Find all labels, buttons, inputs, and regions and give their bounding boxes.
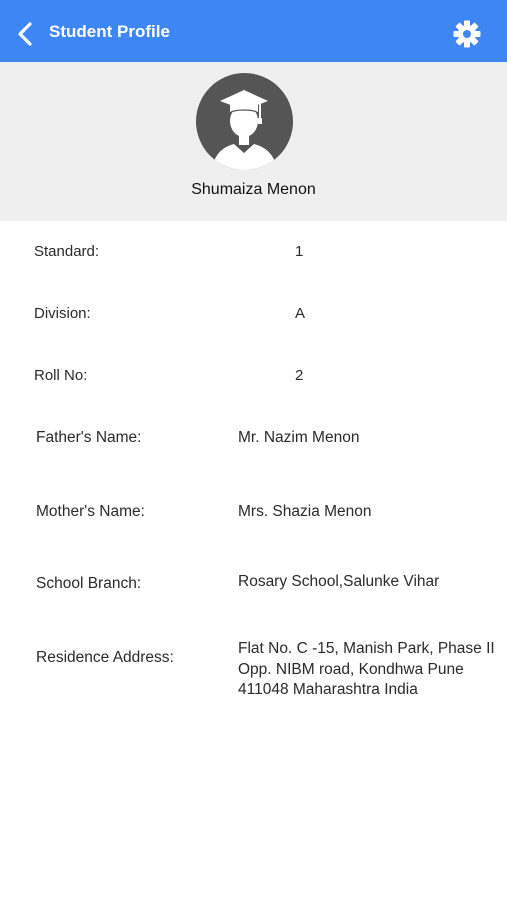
- page-title: Student Profile: [49, 22, 170, 41]
- standard-value: 1: [295, 243, 304, 260]
- division-value: A: [295, 305, 306, 322]
- division-label: Division:: [34, 305, 91, 322]
- residence-address-value: Flat No. C -15, Manish Park, Phase II Opp. NIBM road, Kondhwa Pune 411048 Maharashtra India: [238, 640, 495, 698]
- graduate-avatar-icon: [196, 73, 293, 170]
- nav-bar: [0, 0, 507, 62]
- back-button[interactable]: [14, 20, 40, 48]
- profile-header: [0, 62, 507, 221]
- school-branch-label: School Branch:: [36, 575, 142, 592]
- residence-address-label: Residence Address:: [36, 649, 174, 666]
- school-branch-value: Rosary School,Salunke Vihar: [238, 573, 440, 590]
- father-name-value: Mr. Nazim Menon: [238, 429, 360, 446]
- avatar: [196, 73, 293, 170]
- gear-icon: [452, 19, 482, 49]
- settings-button[interactable]: [452, 19, 482, 49]
- roll-no-value: 2: [295, 367, 304, 384]
- mother-name-label: Mother's Name:: [36, 503, 145, 520]
- standard-label: Standard:: [34, 243, 100, 260]
- father-name-label: Father's Name:: [36, 429, 142, 446]
- mother-name-value: Mrs. Shazia Menon: [238, 503, 372, 520]
- roll-no-label: Roll No:: [34, 367, 88, 384]
- chevron-left-icon: [14, 20, 40, 48]
- student-name: Shumaiza Menon: [191, 181, 316, 198]
